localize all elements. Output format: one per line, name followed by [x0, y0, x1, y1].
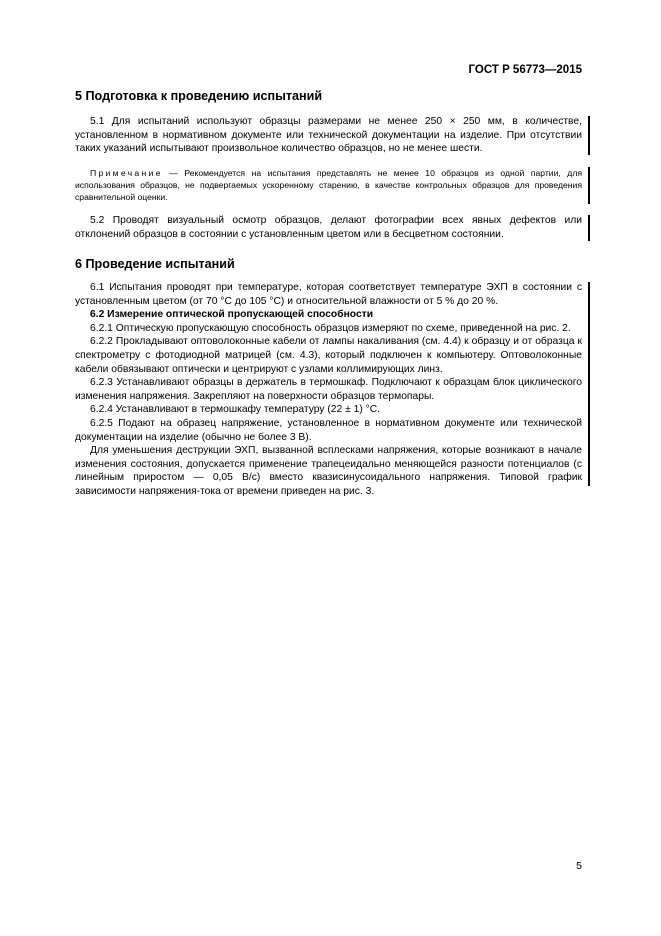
paragraph-6-2-3: 6.2.3 Устанавливают образцы в держатель в термошкаф. Подключают к образцам блок циклического изменения напряжения. Закрепляют на поверхности образцов термопары. — [75, 377, 582, 402]
change-bar — [588, 282, 590, 486]
paragraph-6-2-2: 6.2.2 Прокладывают оптоволоконные кабели от лампы накаливания (см. 4.4) к образцу и от образца к спектрометру с фотодиодной матрицей (см. 4.3), который подключен к компьютеру. Оптоволоконные кабели обвязывают оптически и центрируют с узлами коллимирующих линз. — [75, 336, 582, 375]
note-block — [75, 167, 582, 203]
paragraph-6-extra: Для уменьшения деструкции ЭХП, вызванной всплесками напряжения, которые возникают в начале изменения состояния, допускается применение трапецеидально меняющейся разности потенциалов (с линейным приростом — 0,05 В/с) вместо квазисинусоидального напряжения. Типовой график зависимости напряжения-тока от времени приведен на рис. 3. — [75, 445, 582, 497]
note-body: — Рекомендуется на испытания представлять не менее 10 образцов из одной партии, для использования образцов, не подвергаемых ускоренному старению, в качестве контрольных образцов для проведения сравнительной оценки. — [75, 168, 582, 202]
paragraph-6-2-5: 6.2.5 Подают на образец напряжение, установленное в нормативном документе или технической документации на изделие (обычно не более 3 В). — [75, 417, 582, 443]
change-bar — [588, 167, 590, 204]
page-number: 5 — [576, 860, 582, 872]
paragraph-5-2 — [75, 214, 582, 241]
change-bar — [588, 215, 590, 241]
document-header: ГОСТ Р 56773—2015 — [468, 64, 582, 76]
subsection-6-2-title: 6.2 Измерение оптической пропускающей способности — [90, 309, 374, 321]
note-text — [75, 167, 582, 203]
paragraph-5-2-text: 5.2 Проводят визуальный осмотр образцов, делают фотографии всех явных дефектов или отклонений образцов в состоянии с установленным цветом или в бесцветном состоянии. — [75, 215, 582, 240]
paragraph-6-2-4: 6.2.4 Устанавливают в термошкафу температуру (22 ± 1) °С. — [90, 404, 381, 416]
paragraph-6-2-1: 6.2.1 Оптическую пропускающую способность образцов измеряют по схеме, приведенной на рис. 2. — [90, 322, 571, 334]
section-6-body — [75, 281, 582, 499]
paragraph-6-1: 6.1 Испытания проводят при температуре, которая соответствует температуре ЭХП в состоянии с установленным цветом (от 70 °С до 105 °С) и относительной влажности от 5 % до 20 %. — [75, 282, 582, 307]
paragraph-5-1 — [75, 115, 582, 156]
note-label: Примечание — [90, 168, 163, 178]
section-6-title: 6 Проведение испытаний — [75, 257, 235, 271]
paragraph-5-1-text: 5.1 Для испытаний используют образцы размерами не менее 250 × 250 мм, в количестве, установленном в нормативном документе или технической документации на изделие. При отсутствии таких указаний испытывают произвольное количество образцов, но не менее шести. — [75, 116, 582, 155]
section-5-title: 5 Подготовка к проведению испытаний — [75, 89, 323, 103]
change-bar — [588, 116, 590, 155]
